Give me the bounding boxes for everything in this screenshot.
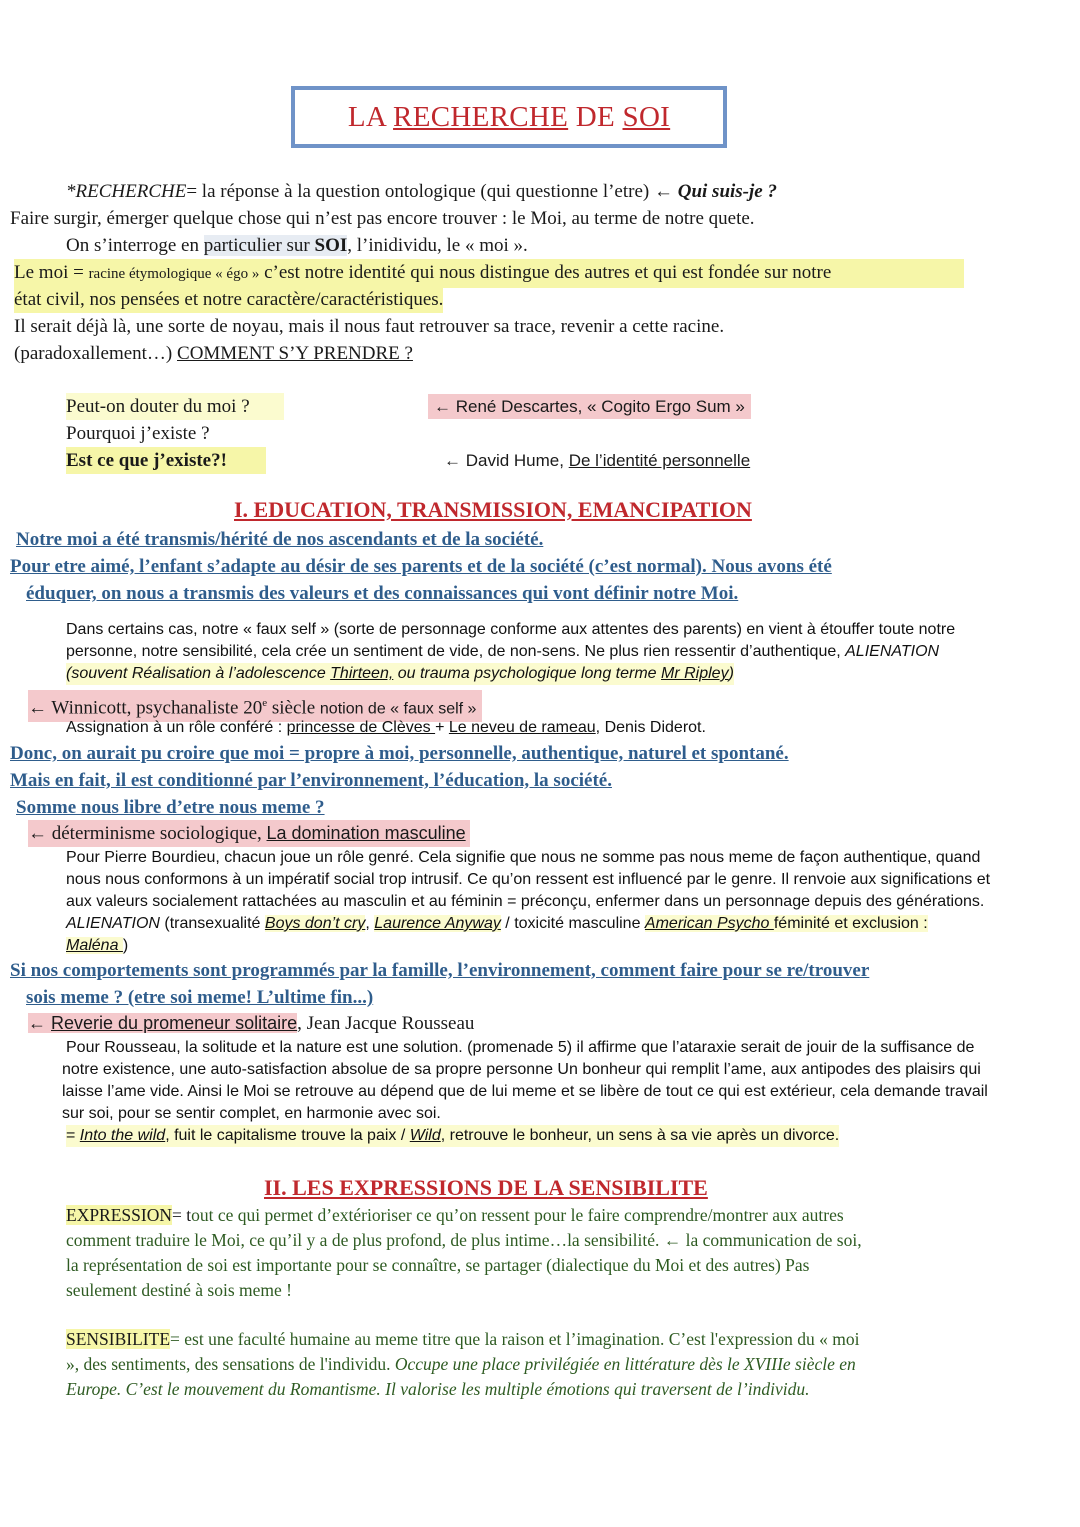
neveu-de-rameau: Le neveu de rameau [448, 719, 596, 736]
winnicott-author: ← Winnicott, psychanaliste 20 [28, 697, 263, 719]
plus-sign: + [435, 719, 449, 736]
p3c: ou trauma psychologique long terme [393, 665, 662, 682]
title-box [291, 86, 727, 148]
expression-line-2: comment traduire le Moi, ce qu’il y a de plus profond, de plus intime…la sensibilité. ← la communication de soi, [66, 1230, 862, 1250]
diderot: , Denis Diderot. [595, 719, 706, 736]
e1b: = t [172, 1205, 192, 1225]
film-boys-dont-cry: Boys don’t cry [264, 915, 366, 932]
determinisme-line [28, 820, 470, 847]
intro-line-6: Il serait déjà là, une sorte de noyau, mais il nous faut retrouver sa trace, revenir a cette racine. [14, 316, 725, 337]
title-part-3: DE [568, 100, 623, 133]
s1-line-b5: Mais en fait, il est conditionné par l’environnement, l’éducation, la société. [10, 770, 612, 791]
sensibilite-line-2 [66, 1352, 856, 1377]
bp4f: / toxicité masculine [500, 915, 645, 932]
rousseau-author: , Jean Jacque Rousseau [297, 1013, 475, 1034]
expression-line-1 [66, 1203, 844, 1228]
bp4d: , [365, 915, 375, 932]
s1-line-b6: Somme nous libre d’etre nous meme ? [16, 797, 325, 818]
soi-term: SOI [314, 235, 348, 256]
winnicott-notion: notion de « faux self » [319, 700, 477, 718]
bp5b: ) [122, 937, 129, 954]
film-malena: Maléna [66, 937, 123, 954]
s2a: », des sentiments, des sensations de l'individu. [66, 1354, 395, 1374]
ego-root: racine étymologique « égo » [88, 266, 260, 282]
intro-3b: particulier sur [203, 235, 315, 256]
ref-hume-author: ← David Hume, [444, 451, 569, 470]
p3e: ) [728, 665, 734, 682]
ref-hume [444, 449, 750, 473]
princesse-de-cleves: princesse de Clèves [286, 719, 436, 736]
rousseau-p5 [66, 1125, 839, 1147]
question-1: Peut-on douter du moi ? [66, 393, 284, 420]
rousseau-p4: sur soi, pour se sentir complet, en harmonie avec soi. [62, 1105, 441, 1122]
intro-3a: On s’interroge en [66, 235, 204, 256]
faux-self-p2-text: personne, notre sensibilité, cela crée un sentiment de vide, de non-sens. Ne plus rien ressentir d’authentique, [66, 643, 846, 660]
rousseau-p2: notre existence, une auto-satisfaction absolue de sa propre personne Un bonheur qui remplit l’ame, aux antipodes des plaisirs qui [62, 1061, 981, 1078]
film-american-psycho: American Psycho [644, 915, 774, 932]
reverie-promeneur: Reverie du promeneur solitaire [51, 1013, 298, 1033]
title-part-2: RECHERCHE [393, 100, 569, 133]
s1-line-b8: sois meme ? (etre soi meme! L’ultime fin...) [26, 987, 374, 1008]
film-thirteen: Thirteen, [330, 665, 394, 682]
ref-hume-title: De l’identité personnelle [568, 451, 751, 470]
film-into-the-wild: Into the wild [79, 1127, 166, 1144]
bourdieu-p4 [66, 913, 928, 935]
e1c: out ce qui permet d’extérioriser ce qu’on ressent pour le faire comprendre/montrer aux autres [191, 1205, 844, 1225]
intro-3d: , l’inidividu, le « moi ». [347, 235, 528, 256]
assignation-text: Assignation à un rôle conféré : [66, 719, 287, 736]
section-2-heading: II. LES EXPRESSIONS DE LA SENSIBILITE [264, 1175, 708, 1200]
s1-line-b3: éduquer, on nous a transmis des valeurs et des connaissances qui vont définir notre Moi. [26, 583, 739, 604]
bp4h: féminité et exclusion : [773, 915, 928, 932]
s1-line-b1: Notre moi a été transmis/hérité de nos ascendants et de la société. [16, 529, 544, 550]
question-3: Est ce que j’existe?! [66, 447, 266, 474]
alienation-1: ALIENATION [845, 643, 940, 660]
intro-line-2: Faire surgir, émerger quelque chose qui n’est pas encore trouver : le Moi, au terme de notre quete. [10, 208, 755, 229]
sensibilite-line-1 [66, 1327, 860, 1352]
qui-suis-je: Qui suis-je ? [677, 181, 777, 202]
rousseau-p1: Pour Rousseau, la solitude et la nature est une solution. (promenade 5) il affirme que l’ataraxie serait de jouir de la suffisance de [66, 1039, 975, 1056]
intro-line-7 [14, 340, 413, 367]
s2b: Occupe une place privilégiée en littérature dès le XVIIIe siècle en [394, 1354, 856, 1374]
expression-term: EXPRESSION [66, 1205, 172, 1225]
rp5c: , fuit le capitalisme trouve la paix / [165, 1127, 410, 1144]
comment-sy-prendre: COMMENT S’Y PRENDRE ? [177, 343, 413, 364]
domination-masculine: La domination masculine [266, 823, 466, 843]
assignation-line [66, 717, 706, 739]
rp5e: , retrouve le bonheur, un sens à sa vie après un divorce. [440, 1127, 840, 1144]
faux-self-p1: Dans certains cas, notre « faux self » (sorte de personnage conforme aux attentes des parents) en vient à étouffer toute notre [66, 621, 956, 638]
recherche-term: *RECHERCHE [66, 181, 187, 202]
title-part-4: SOI [622, 100, 671, 133]
s1-line-b4: Donc, on aurait pu croire que moi = propre à moi, personnelle, authentique, naturel et spontané. [10, 743, 789, 764]
intro-line-4 [14, 259, 964, 288]
title-part-1: LA [347, 100, 394, 133]
s1-line-b7: Si nos comportements sont programmés par la famille, l’environnement, comment faire pour se re/trouver [10, 960, 870, 981]
film-wild: Wild [409, 1127, 441, 1144]
p3a: (souvent Réalisation à l’adolescence [66, 665, 331, 682]
rousseau-line [28, 1010, 474, 1037]
s1-line-b2: Pour etre aimé, l’enfant s’adapte au désir de ses parents et de la société (c’est normal). Nous avons été [10, 556, 832, 577]
winnicott-siecle: siècle [267, 697, 320, 719]
ref-descartes: ← René Descartes, « Cogito Ergo Sum » [428, 394, 751, 419]
intro-7a: (paradoxallement…) [14, 343, 178, 364]
bourdieu-p1: Pour Pierre Bourdieu, chacun joue un rôle genré. Cela signifie que nous ne somme pas nous meme de façon authentique, quand [66, 849, 981, 866]
rp5a: = [66, 1127, 80, 1144]
film-laurence-anyways: Laurence Anyway [374, 915, 501, 932]
question-2: Pourquoi j’existe ? [66, 423, 210, 444]
expression-line-4: seulement destiné à sois meme ! [66, 1280, 292, 1300]
determinisme-text: ← déterminisme sociologique, [28, 823, 267, 844]
s1b: = est une faculté humaine au meme titre que la raison et l’imagination. C’est l'expression du « moi [170, 1329, 860, 1349]
section-1-heading: I. EDUCATION, TRANSMISSION, EMANCIPATION [234, 497, 752, 522]
expression-line-3: la représentation de soi est importante pour se connaître, se partager (dialectique du Moi et des autres) Pas [66, 1255, 810, 1275]
intro-line-1 [66, 178, 777, 205]
film-mr-ripley: Mr Ripley [661, 665, 729, 682]
moi-definition: c’est notre identité qui nous distingue des autres et qui est fondée sur notre [259, 262, 832, 283]
intro-line-5: état civil, nos pensées et notre caractère/caractéristiques. [14, 286, 443, 313]
bp4b: (transexualité [159, 915, 265, 932]
recherche-definition: = la réponse à la question ontologique (qui questionne l’etre) ← [186, 181, 678, 202]
page-title [348, 101, 670, 134]
r1a: ← [28, 1013, 52, 1033]
sensibilite-line-3: Europe. C’est le mouvement du Romantisme. Il valorise les multiple émotions qui traversent de l’individu. [66, 1379, 810, 1399]
rousseau-p3: laisse l’ame vide. Ainsi le Moi se retrouve au dépend que de lui meme et se libère de tout ce qui est extérieur, cela demande travail [62, 1083, 988, 1100]
moi-term: Le moi = [14, 262, 89, 283]
bourdieu-p3: aux valeurs socialement rattachées au masculin et au féminin = préconçu, enfermer dans un personnage depuis des générations. [66, 893, 985, 910]
alienation-2: ALIENATION [66, 915, 160, 932]
winnicott-sup: e [262, 697, 268, 709]
sensibilite-term: SENSIBILITE [66, 1329, 171, 1349]
faux-self-p2 [66, 641, 939, 663]
rousseau-ref-highlight [28, 1013, 297, 1033]
intro-line-3 [66, 232, 528, 259]
faux-self-p3 [66, 663, 734, 685]
bourdieu-p5 [66, 935, 128, 957]
bourdieu-p2: nous nous conformons à un impératif social trop intrusif. Ce qu’on ressent est influencé par le genre. Il renvoie aux significations et [66, 871, 991, 888]
